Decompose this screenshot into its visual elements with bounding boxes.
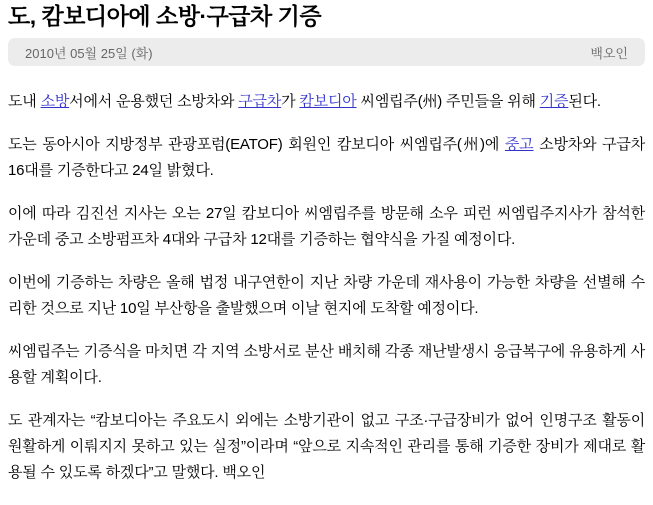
inline-link[interactable]: 기증 xyxy=(539,93,569,111)
inline-link[interactable]: 캄보디아 xyxy=(299,93,357,111)
inline-link[interactable]: 소방 xyxy=(40,93,70,111)
inline-link[interactable]: 중고 xyxy=(504,136,534,154)
paragraph-text: 소방차와 구급차 16대를 기증한다고 24일 밝혔다. xyxy=(8,136,645,180)
article-author: 백오인 xyxy=(590,45,628,61)
article-paragraph xyxy=(8,89,645,115)
paragraph-text: 이번에 기증하는 차량은 올해 법정 내구연한이 지난 차량 가운데 재사용이 가능한 차량을 선별해 수리한 것으로 지난 10일 부산항을 출발했으며 이날 현지에 도착할 예정이다. xyxy=(8,274,645,318)
page-title: 도, 캄보디아에 소방·구급차 기증 xyxy=(8,3,322,29)
paragraph-text: 서에서 운용했던 소방차와 xyxy=(69,93,239,111)
article-paragraph xyxy=(8,132,645,184)
paragraph-text: 이에 따라 김진선 지사는 오는 27일 캄보디아 씨엠립주를 방문해 소우 피런 씨엠립주지사가 참석한 가운데 중고 소방펌프차 4대와 구급차 12대를 기증하는 협약식을 가질 예정이다. xyxy=(8,205,645,249)
paragraph-text: 도는 동아시아 지방정부 관광포럼(EATOF) 회원인 캄보디아 씨엠립주(州)에 xyxy=(8,136,505,154)
article-body xyxy=(8,89,645,486)
article-paragraph xyxy=(8,339,645,391)
inline-link[interactable]: 구급차 xyxy=(238,93,282,111)
paragraph-text: 도 관계자는 “캄보디아는 주요도시 외에는 소방기관이 없고 구조·구급장비가 없어 인명구조 활동이 원활하게 이뤄지지 못하고 있는 실정”이라며 “앞으로 지속적인 관리를 통해 기증한 장비가 제대로 활용될 수 있도록 하겠다”고 말했다. 백오인 xyxy=(8,412,645,482)
article-paragraph xyxy=(8,408,645,486)
article-paragraph xyxy=(8,201,645,253)
paragraph-text: 가 xyxy=(281,93,300,111)
article-date: 2010년 05월 25일 (화) xyxy=(25,45,153,61)
paragraph-text: 된다. xyxy=(568,93,601,111)
paragraph-text: 씨엠립주(州) 주민들을 위해 xyxy=(356,93,540,111)
paragraph-text: 씨엠립주는 기증식을 마치면 각 지역 소방서로 분산 배치해 각종 재난발생시 응급복구에 유용하게 사용할 계획이다. xyxy=(8,343,645,387)
article-paragraph xyxy=(8,270,645,322)
paragraph-text: 도내 xyxy=(8,93,41,111)
meta-bar xyxy=(8,38,645,66)
